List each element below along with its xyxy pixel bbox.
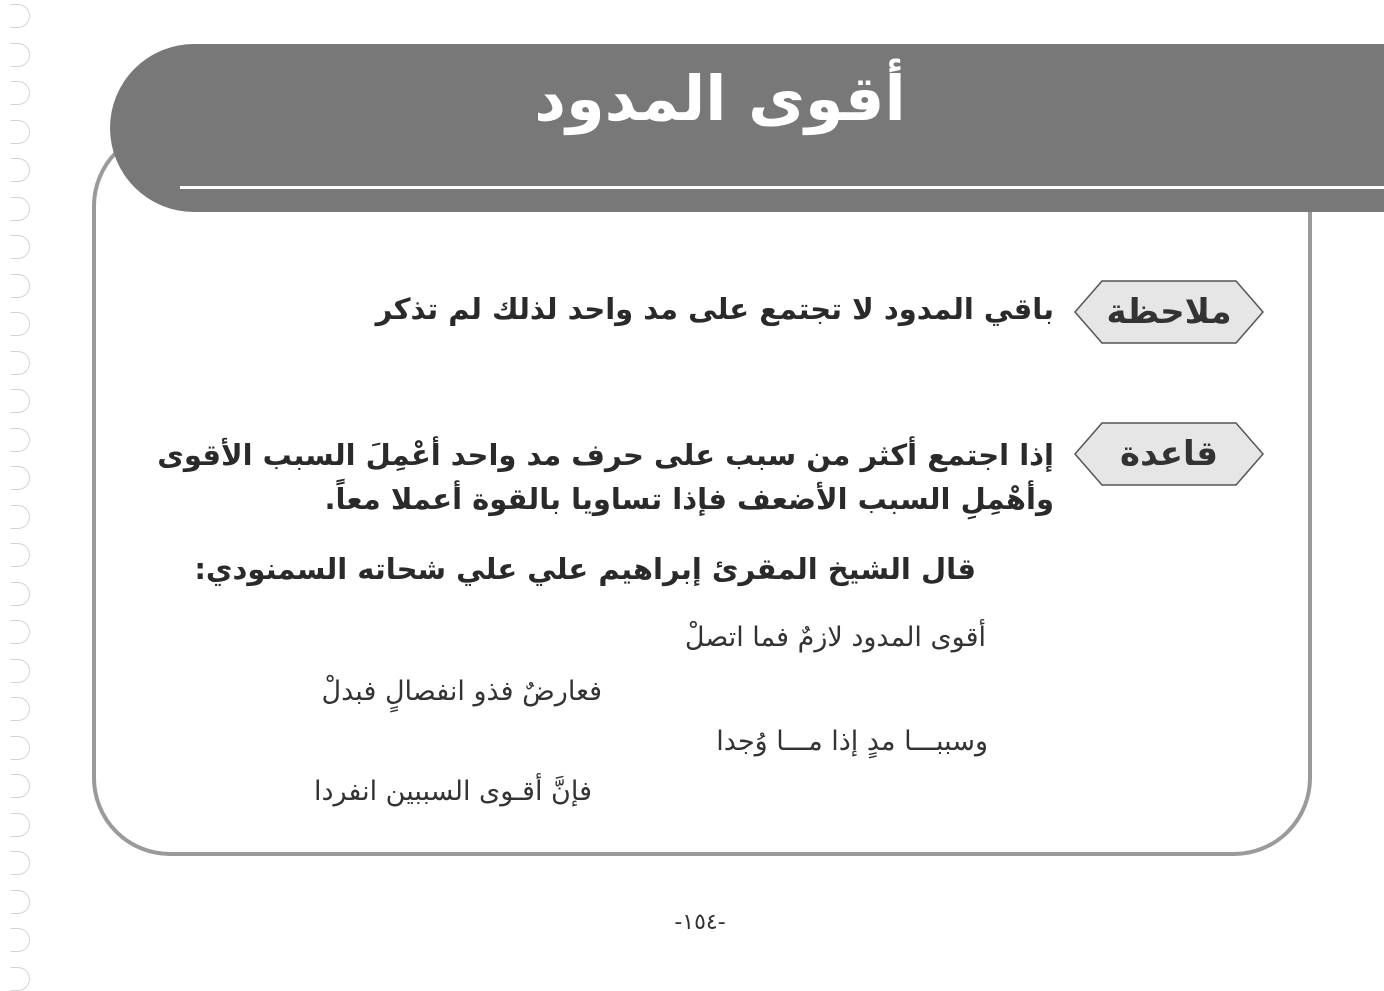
poem-line-4: فإنَّ أقـوى السببين انفردا: [313, 776, 592, 807]
binding-ring: [10, 120, 30, 144]
binding-ring: [10, 582, 30, 606]
binding-ring: [10, 736, 30, 760]
binding-ring: [10, 890, 30, 914]
binding-ring: [10, 466, 30, 490]
rule-label-box: [1074, 422, 1264, 486]
binding-ring: [10, 505, 30, 529]
binding-ring: [10, 659, 30, 683]
binding-ring: [10, 697, 30, 721]
note-text: باقي المدود لا تجتمع على مد واحد لذلك لم تذكر: [375, 292, 1054, 326]
binding-ring: [10, 774, 30, 798]
binding-ring: [10, 81, 30, 105]
binding-ring: [10, 274, 30, 298]
binding-ring: [10, 543, 30, 567]
note-label: ملاحظة: [1106, 292, 1232, 332]
rule-label: قاعدة: [1120, 434, 1218, 474]
page-number: -١٥٤-: [674, 910, 726, 935]
page-title: أقوى المدود: [534, 62, 906, 135]
binding-ring: [10, 813, 30, 837]
title-underline: [180, 186, 1384, 189]
binding-ring: [10, 851, 30, 875]
poem-line-2: فعارضٌ فذو انفصالٍ فبدلْ: [321, 676, 602, 707]
spiral-binding: [0, 0, 40, 973]
poem-line-1: أقوى المدود لازمٌ فما اتصلْ: [684, 622, 986, 653]
binding-ring: [10, 620, 30, 644]
poem-line-3: وسببـــا مدٍ إذا مـــا وُجدا: [716, 726, 988, 757]
binding-ring: [10, 351, 30, 375]
binding-ring: [10, 428, 30, 452]
binding-ring: [10, 312, 30, 336]
binding-ring: [10, 928, 30, 952]
binding-ring: [10, 43, 30, 67]
binding-ring: [10, 197, 30, 221]
rule-text-line-1: إذا اجتمع أكثر من سبب على حرف مد واحد أعْمِلَ السبب الأقوى: [157, 438, 1054, 472]
quote-intro: قال الشيخ المقرئ إبراهيم علي علي شحاته السمنودي:: [194, 552, 976, 586]
binding-ring: [10, 4, 30, 28]
rule-text-line-2: وأهْمِلِ السبب الأضعف فإذا تساويا بالقوة أعملا معاً.: [324, 482, 1054, 516]
binding-ring: [10, 158, 30, 182]
binding-ring: [10, 235, 30, 259]
binding-ring: [10, 389, 30, 413]
binding-ring: [10, 967, 30, 991]
note-label-box: [1074, 280, 1264, 344]
